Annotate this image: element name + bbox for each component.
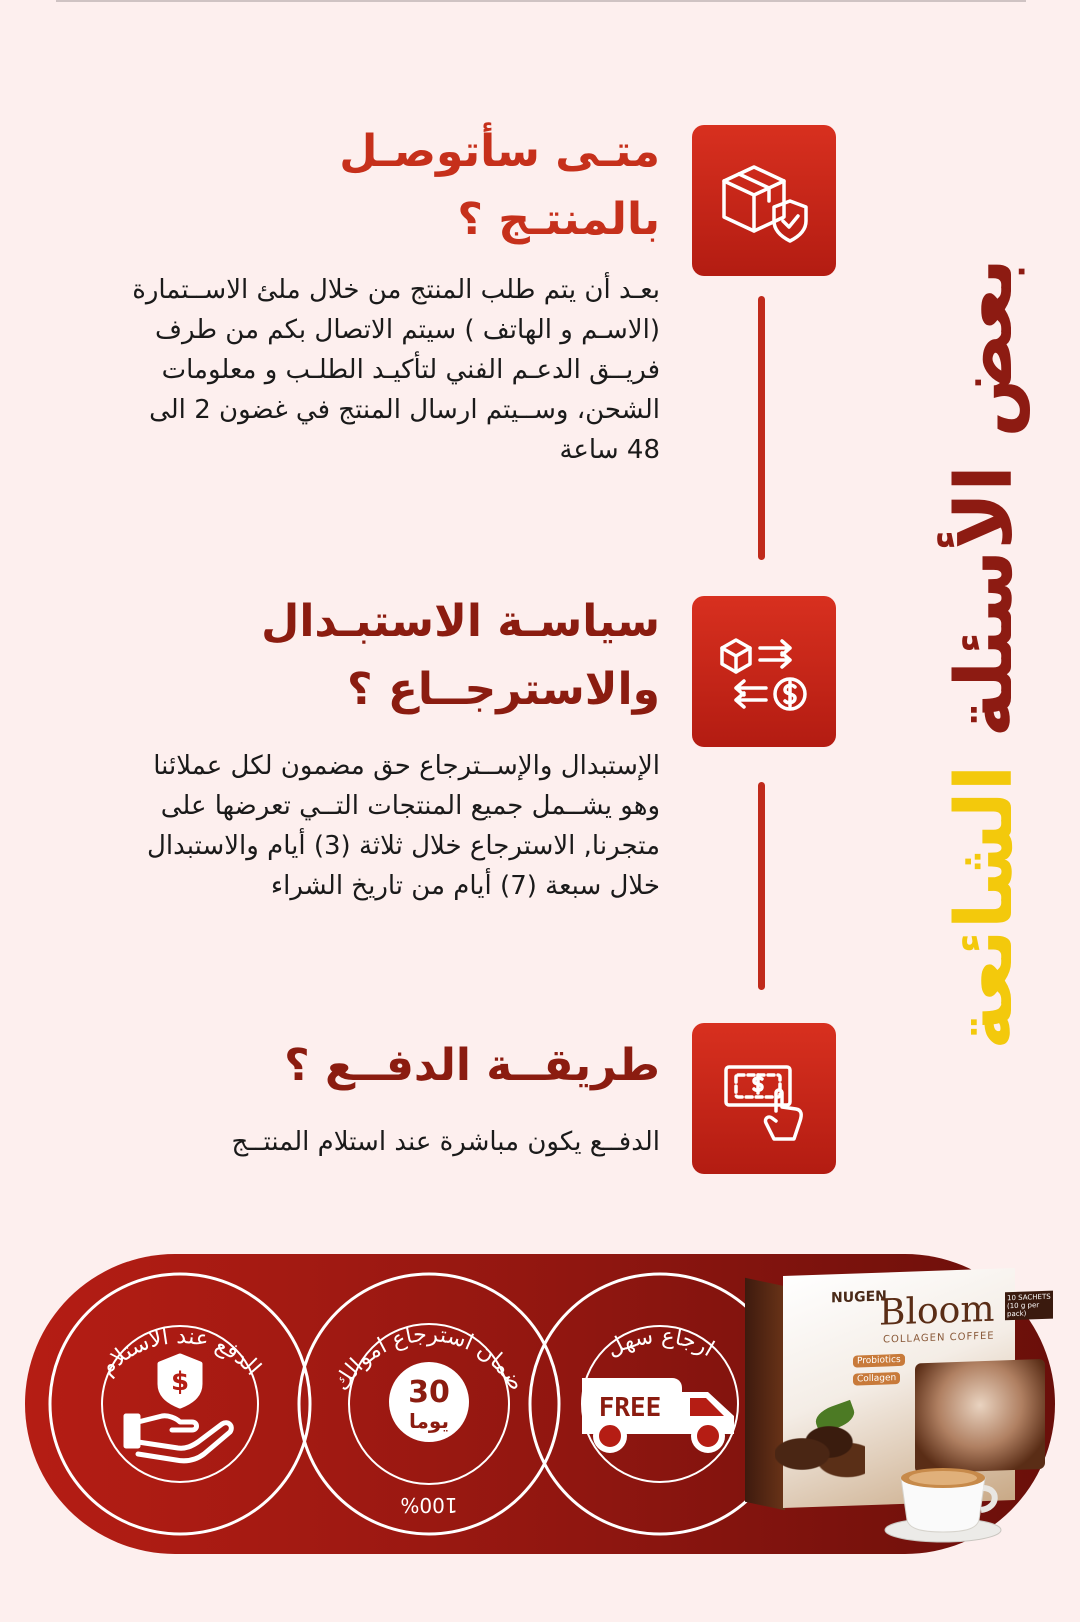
easy-return-arc-text: ارجاع سهل [602,1323,719,1363]
faq-1-line: بعـد أن يتم طلب المنتج من خلال ملئ الاســتمارة [132,275,660,305]
coffee-cup-icon [883,1458,1003,1544]
product-name: Bloom [879,1288,995,1334]
faq-1-line: فريــق الدعـم الفني لتأكيـد الطلـب و معلومات [161,355,660,385]
faq-1-title [339,118,660,254]
product-photo [915,1359,1045,1474]
free-label: FREE [598,1393,662,1423]
free-truck-icon [582,1378,734,1450]
faq-1-line: 48 ساعة [559,435,660,465]
faq-2-line: الإستبدال والإســترجاع حق مضمون لكل عملائنا [153,751,660,781]
side-title-dark: بعض الأسئلة [940,258,1030,738]
faq-2-line: خلال سبعة (7) أيام من تاريخ الشراء [270,871,660,901]
percent-text: 100% [400,1493,458,1517]
faq-2-line: وهو يشــمل جميع المنتجات التــي تعرضها على [160,791,660,821]
svg-text:$: $ [170,1367,190,1397]
product-tag-collagen: Collagen [853,1372,900,1386]
exchange-icon [692,596,836,747]
product-brand: NUGEN [831,1288,887,1307]
sachets-note: (10 g per pack) [1007,1301,1040,1319]
coffee-beans [775,1418,865,1478]
svg-text:ارجاع سهل [603,1324,719,1362]
faq-2-title-line-1: سياسـة الاستبـدال [261,596,660,647]
top-divider [56,0,1026,2]
faq-3-title [284,1032,660,1100]
days-unit: يوما [409,1409,449,1433]
faq-2-line: متجرنا, الاسترجاع خلال ثلاثة (3) أيام والاستبدال [146,831,660,861]
box-shield-icon [692,125,836,276]
thirty-days-icon [389,1362,469,1442]
connector-line [758,782,765,990]
money-back-arc-text: ضمان استرجاع اموالك [329,1322,529,1396]
cash-payment-icon [692,1023,836,1174]
cod-badge [42,1266,318,1542]
days-number: 30 [408,1375,450,1410]
faq-1-body [132,270,660,470]
sachets-count: 10 SACHETS [1007,1292,1051,1303]
faq-3-title-line-1: طريقــة الدفــع ؟ [284,1040,660,1091]
faq-1-title-line-2: بالمنتـج ؟ [457,194,660,245]
cod-arc-text: الدفع عند الاستلام [94,1323,266,1381]
product-subtitle: COLLAGEN COFFEE [883,1330,995,1346]
side-title-yellow: الشائعة [940,764,1030,1050]
faq-1-line: (الاسـم و الهاتف ) سيتم الاتصال بكم من طرف [155,315,660,345]
product-sachets [1005,1291,1053,1321]
faq-3-line: الدفــع يكون مباشرة عند استلام المنتــج [231,1127,660,1157]
side-title [930,104,1040,1204]
faq-1-line: الشحن، وســيتم ارسال المنتج في غضون 2 الى [149,395,660,425]
connector-line [758,296,765,560]
faq-2-body [147,746,660,906]
faq-3-body [231,1122,660,1162]
faq-2-title [261,588,660,724]
product-tag-probiotics: Probiotics [853,1354,905,1368]
product-image [745,1268,1051,1564]
faq-2-title-line-2: والاسترجــاع ؟ [346,664,660,715]
faq-1-title-line-1: متـى سأتوصـل [339,126,660,177]
